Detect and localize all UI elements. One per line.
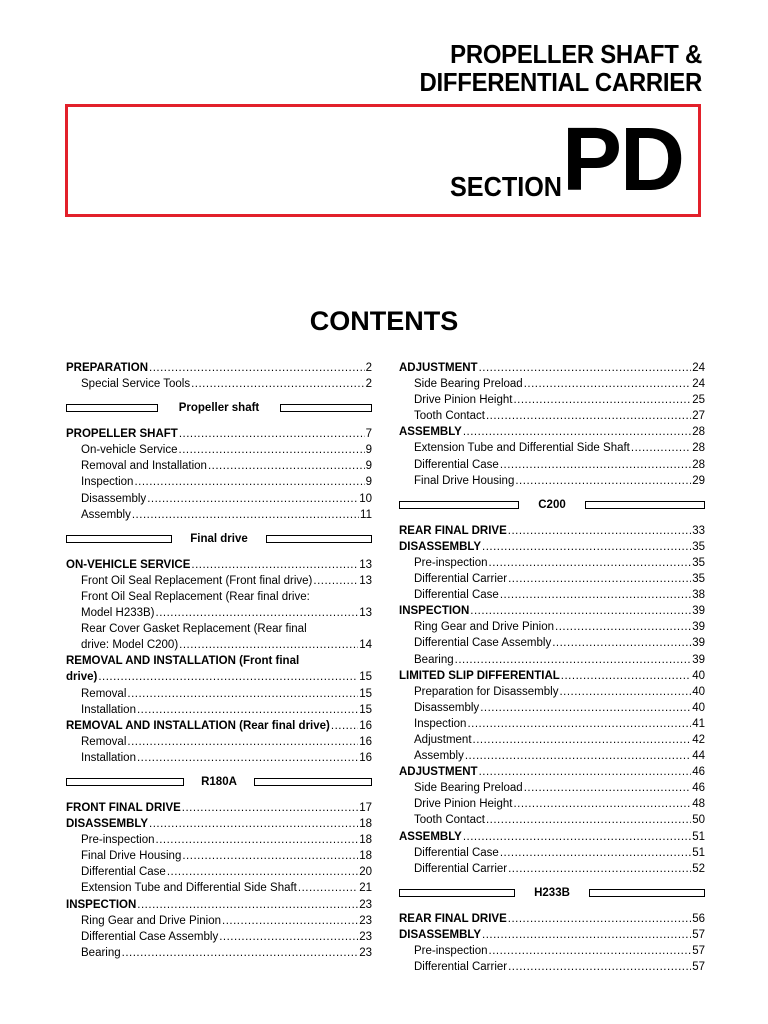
toc-leader: [208, 458, 365, 474]
toc-leader: [482, 539, 691, 555]
toc-page-number: 57: [692, 928, 705, 941]
divider-label: C200: [538, 498, 566, 511]
toc-entry[interactable]: [66, 848, 372, 864]
toc-entry[interactable]: [399, 748, 705, 764]
toc-page-number: 21: [359, 882, 372, 895]
toc-page-number: 28: [692, 426, 705, 439]
toc-entry[interactable]: [66, 458, 372, 474]
toc-entry[interactable]: [66, 605, 372, 621]
toc-entry-title: DISASSEMBLY: [399, 928, 482, 941]
toc-entry[interactable]: [399, 764, 705, 780]
toc-leader: [513, 392, 691, 408]
title-line-2: DIFFERENTIAL CARRIER: [419, 67, 702, 97]
toc-page-number: 16: [359, 751, 372, 764]
toc-entry[interactable]: [66, 426, 372, 442]
toc-page-number: 28: [692, 458, 705, 471]
section-code: PD: [562, 110, 684, 210]
toc-entry-title: FRONT FINAL DRIVE: [66, 801, 181, 814]
divider-label: R180A: [201, 775, 237, 788]
divider-c200: [399, 497, 705, 513]
toc-entry-title: REAR FINAL DRIVE: [399, 912, 507, 925]
toc-page-number: 15: [359, 687, 372, 700]
toc-page-number: 2: [365, 378, 372, 391]
toc-leader: [179, 637, 358, 653]
toc-entry[interactable]: [66, 702, 372, 718]
section-label: SECTION: [450, 171, 563, 202]
toc-page-number: 11: [360, 508, 372, 521]
toc-leader: [156, 605, 359, 621]
toc-page-number: 9: [365, 444, 372, 457]
toc-entry[interactable]: [399, 571, 705, 587]
divider-r180a: [66, 774, 372, 790]
toc-entry-title: Disassembly: [81, 492, 147, 505]
toc-entry-title: Pre-inspection: [414, 556, 488, 569]
toc-entry-title: DISASSEMBLY: [399, 540, 482, 553]
toc-entry-title: REMOVAL AND INSTALLATION (Rear final drive): [66, 719, 330, 732]
toc-entry-title: Tooth Contact: [414, 410, 485, 423]
toc-page-number: 50: [692, 814, 705, 827]
toc-page-number: 52: [692, 862, 705, 875]
toc-leader: [515, 473, 691, 489]
toc-page-number: 9: [365, 476, 372, 489]
toc-entry-title: Final Drive Housing: [414, 474, 515, 487]
toc-entry-title: INSPECTION: [66, 898, 137, 911]
document-title: [420, 40, 702, 96]
toc-entry-title: INSPECTION: [399, 605, 470, 618]
toc-entry[interactable]: [66, 686, 372, 702]
toc-entry-title: Side Bearing Preload: [414, 378, 523, 391]
toc-page-number: 29: [692, 474, 705, 487]
toc-entry[interactable]: [399, 635, 705, 651]
toc-entry[interactable]: [399, 603, 705, 619]
toc-leader: [486, 812, 691, 828]
toc-page-number: 39: [692, 653, 705, 666]
toc-entry-wrapped-line[interactable]: Front Oil Seal Replacement (Rear final drive:: [81, 590, 310, 603]
toc-entry-title: On-vehicle Service: [81, 444, 178, 457]
divider-final-drive: [66, 531, 372, 547]
toc-entry[interactable]: [66, 816, 372, 832]
toc-page-number: 57: [692, 945, 705, 957]
toc-entry-title: Preparation for Disassembly: [414, 685, 559, 698]
divider-label: H233B: [534, 886, 570, 899]
toc-page-number: 56: [692, 912, 705, 925]
toc-entry-title: drive: Model C200): [81, 639, 179, 652]
toc-entry[interactable]: [66, 880, 372, 896]
toc-leader: [222, 913, 358, 929]
divider-box: [66, 404, 158, 412]
toc-entry[interactable]: [399, 376, 705, 392]
toc-page-number: 13: [359, 558, 372, 571]
toc-entry[interactable]: [399, 959, 705, 975]
toc-entry-title: Pre-inspection: [81, 834, 155, 847]
toc-entry-title: Differential Case: [81, 866, 166, 879]
toc-page-number: 35: [692, 540, 705, 553]
toc-page-number: 18: [359, 834, 372, 847]
toc-entry[interactable]: [399, 700, 705, 716]
toc-entry-title: Removal: [81, 735, 127, 748]
toc-leader: [524, 780, 692, 796]
toc-entry[interactable]: [399, 539, 705, 555]
toc-entry[interactable]: [66, 718, 372, 734]
toc-entry[interactable]: [66, 913, 372, 929]
toc-entry-title: Ring Gear and Drive Pinion: [414, 621, 554, 634]
toc-entry-title: Differential Carrier: [414, 862, 508, 875]
toc-page-number: 15: [359, 703, 372, 716]
toc-page-number: 24: [692, 378, 705, 391]
toc-entry[interactable]: [399, 861, 705, 877]
toc-leader: [179, 442, 365, 458]
toc-page-number: 57: [692, 961, 705, 974]
toc-entry[interactable]: [66, 929, 372, 945]
toc-entry[interactable]: [399, 796, 705, 812]
toc-leader: [156, 832, 359, 848]
toc-entry[interactable]: [399, 523, 705, 539]
toc-leader: [467, 716, 691, 732]
section-box: [65, 104, 701, 217]
toc-page-number: 23: [359, 914, 372, 927]
toc-leader: [191, 376, 365, 392]
toc-leader: [149, 360, 365, 376]
toc-leader: [508, 861, 691, 877]
toc-leader: [465, 748, 691, 764]
toc-entry-title: Disassembly: [414, 701, 480, 714]
toc-entry-title: Removal: [81, 687, 127, 700]
toc-left-column: [66, 360, 372, 961]
contents-heading: CONTENTS: [309, 306, 459, 336]
divider-label: Propeller shaft: [178, 402, 260, 415]
toc-page-number: 2: [365, 362, 372, 374]
toc-page-number: 41: [692, 717, 705, 730]
toc-entry[interactable]: [66, 864, 372, 880]
toc-entry-title: Extension Tube and Differential Side Shaft: [414, 442, 630, 455]
toc-page-number: 40: [692, 669, 705, 682]
toc-page-number: 25: [692, 394, 705, 407]
toc-leader: [179, 426, 365, 442]
toc-leader: [137, 702, 358, 718]
toc-entry-title: Drive Pinion Height: [414, 798, 513, 811]
divider-box: [266, 535, 372, 543]
toc-entry[interactable]: [66, 897, 372, 913]
toc-entry-title: Assembly: [414, 750, 464, 763]
toc-page-number: 10: [359, 492, 372, 505]
toc-leader: [631, 440, 691, 456]
toc-leader: [147, 491, 358, 507]
toc-leader: [455, 652, 692, 668]
toc-entry[interactable]: [66, 573, 372, 589]
toc-page-number: 35: [692, 573, 705, 586]
toc-leader: [167, 864, 358, 880]
toc-page-number: 16: [359, 735, 372, 748]
toc-page-number: 48: [692, 798, 705, 811]
toc-entry[interactable]: [399, 440, 705, 456]
toc-leader: [479, 764, 692, 780]
toc-entry-title: Drive Pinion Height: [414, 394, 513, 407]
toc-page-number: 27: [692, 410, 705, 423]
toc-page-number: 40: [692, 685, 705, 698]
toc-leader: [480, 700, 691, 716]
toc-entry[interactable]: [399, 684, 705, 700]
toc-entry-title: Adjustment: [414, 733, 472, 746]
toc-entry[interactable]: [399, 812, 705, 828]
toc-entry-title: Ring Gear and Drive Pinion: [81, 914, 221, 927]
toc-entry[interactable]: [66, 832, 372, 848]
toc-leader: [298, 880, 358, 896]
toc-entry-wrapped-line[interactable]: REMOVAL AND INSTALLATION (Front final: [66, 655, 300, 668]
toc-leader: [513, 796, 691, 812]
toc-entry-title: ADJUSTMENT: [399, 766, 478, 779]
toc-entry[interactable]: [66, 734, 372, 750]
toc-entry[interactable]: [399, 424, 705, 440]
toc-entry[interactable]: [66, 750, 372, 766]
toc-leader: [561, 668, 691, 684]
toc-entry-title: Differential Carrier: [414, 573, 508, 586]
toc-page-number: 14: [359, 639, 372, 652]
toc-entry-title: Extension Tube and Differential Side Shaft: [81, 882, 297, 895]
toc-entry[interactable]: [66, 637, 372, 653]
toc-leader: [500, 845, 691, 861]
toc-page-number: 13: [359, 574, 372, 587]
toc-leader: [98, 669, 358, 685]
toc-page-number: 24: [692, 362, 705, 374]
toc-entry-title: ON-VEHICLE SERVICE: [66, 558, 191, 571]
toc-page-number: 7: [365, 428, 372, 441]
toc-entry[interactable]: [399, 408, 705, 424]
toc-entry[interactable]: [399, 927, 705, 943]
toc-right-column: [399, 360, 705, 975]
toc-leader: [219, 929, 358, 945]
divider-box: [66, 778, 184, 786]
toc-entry-title: ADJUSTMENT: [399, 362, 478, 374]
toc-entry-title: Differential Case Assembly: [81, 930, 219, 943]
toc-entry-title: Bearing: [414, 653, 454, 666]
toc-leader: [331, 718, 358, 734]
toc-leader: [127, 734, 358, 750]
toc-entry-title: ASSEMBLY: [399, 830, 462, 843]
toc-leader: [191, 557, 358, 573]
toc-page-number: 35: [692, 556, 705, 569]
toc-page-number: 23: [359, 946, 372, 959]
toc-leader: [500, 587, 691, 603]
toc-leader: [132, 507, 359, 523]
toc-entry-title: Model H233B): [81, 607, 155, 620]
toc-entry-title: Tooth Contact: [414, 814, 485, 827]
toc-leader: [555, 619, 691, 635]
toc-leader: [182, 848, 358, 864]
toc-page-number: 44: [692, 750, 705, 763]
toc-page-number: 39: [692, 621, 705, 634]
toc-entry[interactable]: [399, 457, 705, 473]
divider-box: [254, 778, 372, 786]
toc-entry[interactable]: [66, 557, 372, 573]
toc-leader: [313, 573, 358, 589]
toc-entry[interactable]: [66, 669, 372, 685]
toc-entry[interactable]: [66, 376, 372, 392]
toc-entry[interactable]: [399, 668, 705, 684]
toc-page-number: 9: [365, 460, 372, 473]
toc-page-number: 38: [692, 589, 705, 602]
toc-entry-title: Differential Case: [414, 458, 499, 471]
toc-entry-title: Pre-inspection: [414, 945, 488, 957]
toc-entry[interactable]: [399, 392, 705, 408]
toc-leader: [182, 800, 358, 816]
toc-entry[interactable]: [66, 945, 372, 961]
toc-page-number: 33: [692, 524, 705, 537]
toc-page-number: 51: [692, 846, 705, 859]
toc-page-number: 17: [359, 801, 372, 814]
toc-leader: [122, 945, 359, 961]
toc-page-number: 18: [359, 850, 372, 863]
toc-page-number: 20: [359, 866, 372, 879]
toc-leader: [463, 829, 691, 845]
toc-leader: [489, 943, 692, 959]
toc-entry[interactable]: [399, 360, 705, 376]
toc-entry-title: Bearing: [81, 946, 121, 959]
toc-page-number: 13: [359, 607, 372, 620]
toc-entry[interactable]: [399, 845, 705, 861]
toc-entry-title: DISASSEMBLY: [66, 818, 149, 831]
toc-entry-title: Inspection: [414, 717, 467, 730]
toc-entry[interactable]: [66, 360, 372, 376]
divider-box: [585, 501, 705, 509]
toc-entry-title: Installation: [81, 751, 136, 764]
toc-entry-title: Side Bearing Preload: [414, 782, 523, 795]
toc-leader: [500, 457, 691, 473]
toc-leader: [552, 635, 691, 651]
toc-leader: [508, 959, 691, 975]
toc-entry[interactable]: [399, 780, 705, 796]
toc-entry-title: Inspection: [81, 476, 134, 489]
toc-entry[interactable]: [399, 732, 705, 748]
toc-entry-title: Differential Case: [414, 589, 499, 602]
toc-leader: [463, 424, 691, 440]
toc-leader: [486, 408, 691, 424]
toc-entry-title: PROPELLER SHAFT: [66, 428, 178, 441]
toc-leader: [508, 571, 691, 587]
toc-leader: [134, 474, 364, 490]
toc-entry-title: Special Service Tools: [81, 378, 191, 391]
toc-page-number: 18: [359, 818, 372, 831]
toc-leader: [127, 686, 358, 702]
toc-entry[interactable]: [399, 716, 705, 732]
toc-page-number: 39: [692, 637, 705, 650]
toc-entry-title: Installation: [81, 703, 136, 716]
divider-box: [399, 501, 519, 509]
toc-leader: [489, 555, 692, 571]
toc-page-number: 39: [692, 605, 705, 618]
toc-entry-title: Differential Carrier: [414, 961, 508, 974]
toc-entry[interactable]: [66, 800, 372, 816]
toc-entry[interactable]: [399, 473, 705, 489]
toc-entry-title: Assembly: [81, 508, 131, 521]
toc-leader: [508, 911, 691, 927]
toc-entry-title: LIMITED SLIP DIFFERENTIAL: [399, 669, 560, 682]
toc-leader: [482, 927, 691, 943]
toc-entry[interactable]: [399, 619, 705, 635]
toc-page-number: 46: [692, 766, 705, 779]
toc-entry-title: Differential Case: [414, 846, 499, 859]
title-line-1: PROPELLER SHAFT &: [450, 39, 702, 69]
toc-entry[interactable]: [66, 442, 372, 458]
toc-leader: [473, 732, 692, 748]
toc-entry[interactable]: [66, 507, 372, 523]
toc-entry-title: Front Oil Seal Replacement (Front final drive): [81, 574, 313, 587]
toc-leader: [149, 816, 358, 832]
toc-entry-title: drive): [66, 671, 98, 684]
toc-page-number: 16: [359, 719, 372, 732]
toc-entry-title: Differential Case Assembly: [414, 637, 552, 650]
toc-entry[interactable]: [399, 829, 705, 845]
toc-entry-wrapped-line[interactable]: Rear Cover Gasket Replacement (Rear final: [81, 623, 307, 636]
toc-entry-title: REAR FINAL DRIVE: [399, 524, 507, 537]
toc-leader: [479, 360, 692, 376]
toc-entry-title: Removal and Installation: [81, 460, 207, 473]
divider-box: [399, 889, 515, 897]
toc-page-number: 40: [692, 701, 705, 714]
divider-box: [280, 404, 372, 412]
toc-leader: [508, 523, 691, 539]
toc-leader: [137, 897, 358, 913]
divider-box: [66, 535, 172, 543]
toc-entry-title: ASSEMBLY: [399, 426, 462, 439]
toc-entry[interactable]: [399, 911, 705, 927]
toc-page-number: 51: [692, 830, 705, 843]
toc-entry[interactable]: [399, 555, 705, 571]
toc-entry[interactable]: [399, 652, 705, 668]
divider-h233b: [399, 885, 705, 901]
divider-propeller-shaft: [66, 400, 372, 416]
toc-page-number: 23: [359, 898, 372, 911]
toc-leader: [524, 376, 692, 392]
toc-leader: [470, 603, 691, 619]
toc-page-number: 46: [692, 782, 705, 795]
toc-entry[interactable]: [66, 474, 372, 490]
toc-entry-title: Final Drive Housing: [81, 850, 182, 863]
toc-entry[interactable]: [66, 491, 372, 507]
divider-label: Final drive: [190, 532, 248, 545]
toc-entry-title: PREPARATION: [66, 362, 148, 374]
toc-leader: [559, 684, 691, 700]
toc-page-number: 42: [692, 733, 705, 746]
toc-page-number: 23: [359, 930, 372, 943]
toc-entry[interactable]: [399, 587, 705, 603]
toc-leader: [137, 750, 358, 766]
toc-page-number: 15: [359, 671, 372, 684]
divider-box: [589, 889, 705, 897]
toc-page-number: 28: [692, 442, 705, 455]
toc-entry[interactable]: [399, 943, 705, 959]
